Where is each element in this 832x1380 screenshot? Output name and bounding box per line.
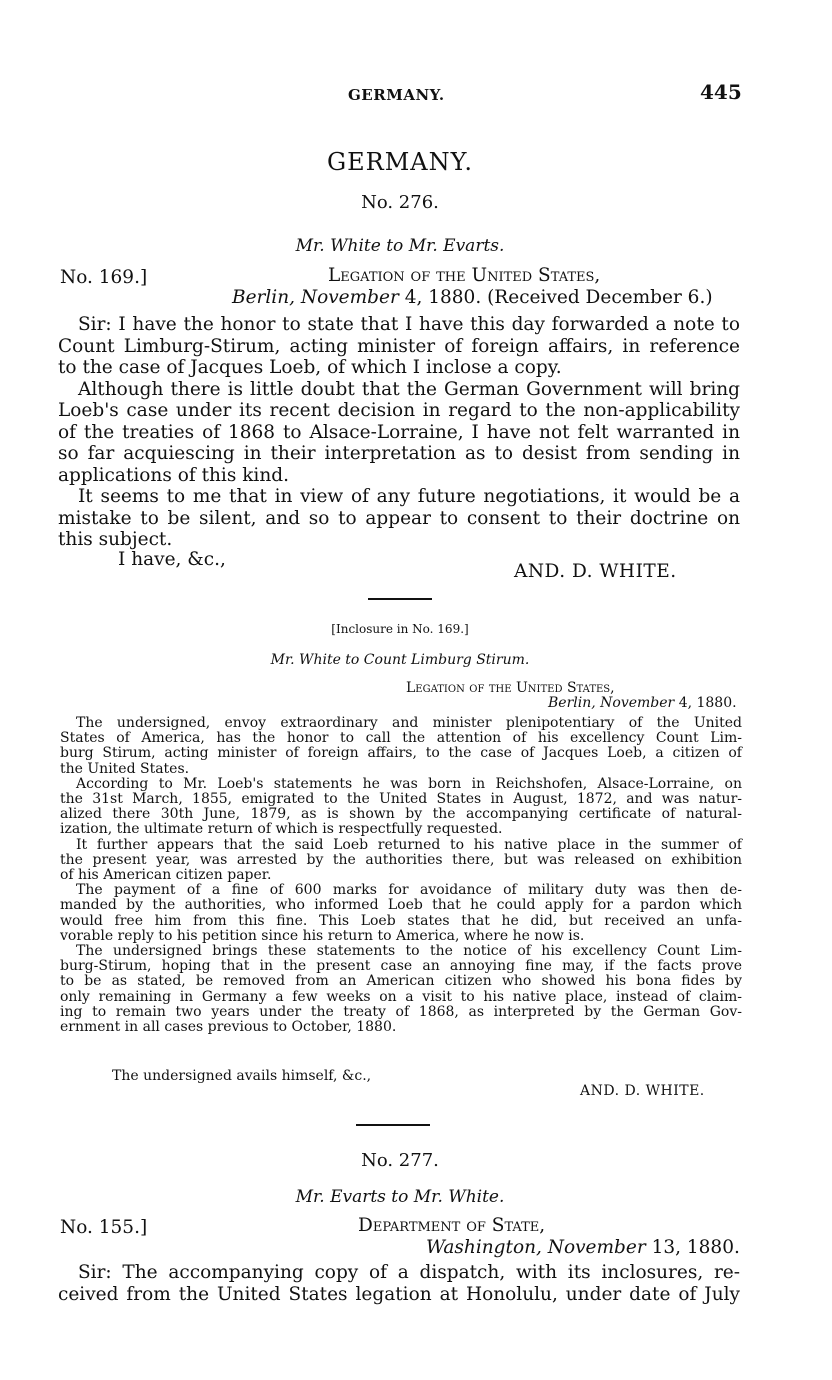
body-line: the United States. (60, 760, 190, 777)
body-line: manded by the authorities, who informed Loeb that he could apply for a pardon which (60, 897, 742, 914)
body-line: vorable reply to his petition since his return to America, where he now is. (60, 927, 585, 944)
closing: I have, &c., (118, 549, 226, 570)
date-rest: 13, 1880. (651, 1237, 740, 1258)
document-number: No. 277. (361, 1150, 439, 1171)
sender-line: Department of State, (358, 1215, 546, 1236)
date-month: November (300, 287, 399, 308)
signature: AND. D. WHITE. (514, 561, 677, 582)
inclosure-signature: AND. D. WHITE. (580, 1083, 705, 1099)
body-line: mistake to be silent, and so to appear to consent to their doctrine on (58, 507, 740, 529)
divider (368, 598, 432, 600)
body-line: According to Mr. Loeb's statements he was born in Reichshofen, Alsace-Lorraine, on (76, 775, 742, 792)
inclosure-heading: Mr. White to Count Limburg Stirum. (270, 652, 530, 668)
dispatch-reference: No. 155.] (60, 1217, 148, 1238)
letter-body (58, 314, 740, 551)
place-date-line (232, 287, 713, 309)
body-paragraph (58, 314, 740, 336)
body-line: ernment in all cases previous to October, 1880. (60, 1019, 397, 1036)
document-number: No. 276. (361, 192, 439, 213)
sender-line: Legation of the United States, (328, 265, 601, 286)
body-line: to be as stated, be removed from an American citizen who showed his bona fides by (60, 973, 742, 990)
body-line: the present year, was arrested by the authorities there, but was released on exhibition (60, 851, 742, 868)
date-rest: 4, 1880. (678, 695, 737, 711)
body-line: this subject. (58, 529, 173, 550)
body-line: Sir: I have the honor to state that I have this day forwarded a note to (78, 314, 740, 335)
body-line: The undersigned, envoy extraordinary and minister plenipotentiary of the United (76, 715, 742, 731)
date-month: November (600, 695, 675, 711)
section-title: GERMANY. (326, 148, 474, 176)
divider (356, 1124, 430, 1126)
received-note: (Received December 6.) (487, 287, 713, 308)
body-line: States of America, has the honor to call the attention of his excellency Count Lim- (60, 730, 742, 747)
letter-heading: Mr. Evarts to Mr. White. (295, 1187, 505, 1207)
body-line: It seems to me that in view of any future negotiations, it would be a (78, 486, 740, 507)
body-line: Sir: The accompanying copy of a dispatch, with its inclosures, re- (78, 1262, 740, 1283)
body-line: would free him from this fine. This Loeb states that he did, but received an unfa- (60, 912, 742, 929)
place-date-line (426, 1237, 740, 1259)
body-line: burg-Stirum, hoping that in the present case an annoying fine may, if the facts prove (60, 958, 742, 975)
body-line: The payment of a fine of 600 marks for avoidance of military duty was then de- (76, 882, 742, 899)
body-line: ceived from the United States legation at Honolulu, under date of July (58, 1283, 740, 1305)
dispatch-reference: No. 169.] (60, 267, 148, 288)
body-line: only remaining in Germany a few weeks on a visit to his native place, instead of claim- (60, 988, 742, 1005)
body-line: Count Limburg-Stirum, acting minister of foreign affairs, in reference (58, 335, 740, 357)
body-line: ing to remain two years under the treaty of 1868, as interpreted by the German Gov- (60, 1003, 742, 1020)
body-line: Although there is little doubt that the German Government will bring (78, 378, 740, 400)
date-rest: 4, 1880. (404, 287, 482, 308)
body-line: Loeb's case under its recent decision in regard to the non-applicability (58, 400, 740, 421)
running-head: GERMANY. (348, 86, 445, 104)
inclosure-closing: The undersigned avails himself, &c., (112, 1068, 372, 1084)
inclosure-date-line (548, 696, 737, 711)
place: Berlin, (548, 695, 596, 711)
letter-body (58, 1262, 740, 1305)
place: Washington, (426, 1237, 542, 1258)
body-line: of his American citizen paper. (60, 867, 272, 884)
inclosure-body (60, 716, 742, 1035)
body-line: to the case of Jacques Loeb, of which I inclose a copy. (58, 357, 562, 378)
inclosure-label: [Inclosure in No. 169.] (331, 622, 469, 636)
body-line: The undersigned brings these statements to the notice of his excellency Count Lim- (76, 943, 742, 960)
body-line: so far acquiescing in their interpretation as to desist from sending in (58, 443, 740, 464)
inclosure-sender: Legation of the United States, (406, 680, 615, 696)
body-line: of the treaties of 1868 to Alsace-Lorraine, I have not felt warranted in (58, 421, 740, 443)
body-line: applications of this kind. (58, 464, 289, 486)
page-number: 445 (700, 80, 742, 104)
body-line: It further appears that the said Loeb returned to his native place in the summer of (76, 836, 742, 853)
date-month: November (547, 1237, 646, 1258)
letter-heading: Mr. White to Mr. Evarts. (295, 236, 505, 256)
place: Berlin, (232, 287, 296, 308)
body-line: alized there 30th June, 1879, as is shown by the accompanying certificate of natural- (60, 806, 742, 823)
body-line: the 31st March, 1855, emigrated to the United States in August, 1872, and was natur- (60, 791, 742, 808)
body-line: ization, the ultimate return of which is respectfully requested. (60, 821, 503, 838)
body-line: burg Stirum, acting minister of foreign affairs, to the case of Jacques Loeb, a citizen of (60, 745, 742, 762)
